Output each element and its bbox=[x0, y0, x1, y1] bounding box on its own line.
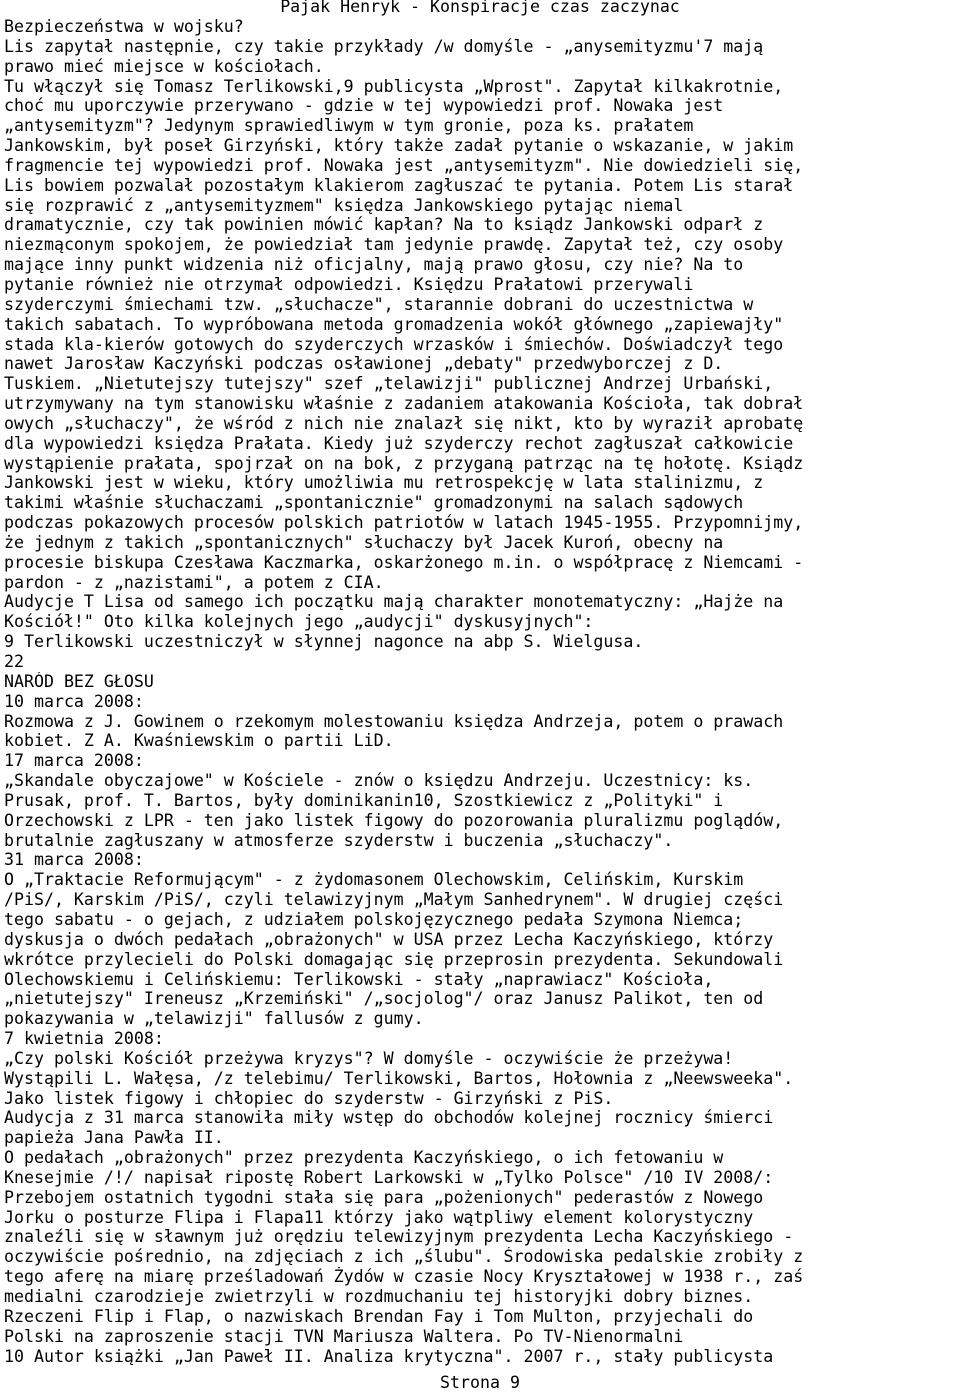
text-line: oczywiście pośrednio, na zdjęciach z ich „ślubu". Środowiska pedalskie zrobiły z bbox=[4, 1247, 804, 1267]
text-line: choć mu uporczywie przerywano - gdzie w tej wypowiedzi prof. Nowaka jest bbox=[4, 96, 724, 116]
text-line: fragmencie tej wypowiedzi prof. Nowaka jest „antysemityzm". Nie dowiedzieli się, bbox=[4, 155, 804, 175]
text-line: pokazywania w „telawizji" fallusów z gumy. bbox=[4, 1009, 424, 1029]
text-line: Prusak, prof. T. Bartos, były dominikanin10, Szostkiewicz z „Polityki" i bbox=[4, 790, 724, 810]
text-line: 17 marca 2008: bbox=[4, 751, 144, 771]
text-line: 10 marca 2008: bbox=[4, 691, 144, 711]
text-line: „nietutejszy" Ireneusz „Krzemiński" /„socjolog"/ oraz Janusz Palikot, ten od bbox=[4, 989, 764, 1009]
text-line: się rozprawić z „antysemityzmem" księdza Jankowskiego pytając niemal bbox=[4, 195, 684, 215]
text-line: 22 bbox=[4, 652, 24, 671]
text-line: Rzeczeni Flip i Flap, o nazwiskach Brendan Fay i Tom Multon, przyjechali do bbox=[4, 1306, 754, 1326]
text-line: 31 marca 2008: bbox=[4, 850, 144, 870]
document-body bbox=[4, 17, 960, 1366]
text-line: takimi właśnie słuchaczami „spontanicznie" gromadzonymi na salach sądowych bbox=[4, 493, 744, 513]
text-line: Lis bowiem pozwalał pozostałym klakierom zagłuszać te pytania. Potem Lis starał bbox=[4, 175, 794, 195]
text-line: procesie biskupa Czesława Kaczmarka, oskarżonego m.in. o współpracę z Niemcami - bbox=[4, 552, 804, 572]
text-line: dla wypowiedzi księdza Prałata. Kiedy już szyderczy rechot zagłuszał całkowicie bbox=[4, 433, 794, 453]
text-line: szyderczymi śmiechami tzw. „słuchacze", starannie dobrani do uczestnictwa w bbox=[4, 294, 754, 314]
text-line: dyskusja o dwóch pedałach „obrażonych" w USA przez Lecha Kaczyńskiego, którzy bbox=[4, 929, 774, 949]
text-line: brutalnie zagłuszany w atmosferze szyderstw i buczenia „słuchaczy". bbox=[4, 830, 674, 850]
text-line: NARÓD BEZ GŁOSU bbox=[4, 671, 154, 691]
text-line: utrzymywany na tym stanowisku właśnie z zadaniem atakowania Kościoła, tak dobrał bbox=[4, 394, 804, 414]
text-line: Kościół!" Oto kilka kolejnych jego „audycji" dyskusyjnych": bbox=[4, 612, 594, 632]
text-line: kobiet. Z A. Kwaśniewskim o partii LiD. bbox=[4, 731, 394, 751]
text-line: „Skandale obyczajowe" w Kościele - znów o księdzu Andrzeju. Uczestnicy: ks. bbox=[4, 771, 754, 791]
text-line: Bezpieczeństwa w wojsku? bbox=[4, 17, 244, 36]
text-line: Tuskiem. „Nietutejszy tutejszy" szef „telawizji" publicznej Andrzej Urbański, bbox=[4, 374, 774, 394]
text-line: Jankowski jest w wieku, który umożliwia mu retrospekcję w lata stalinizmu, z bbox=[4, 473, 764, 493]
text-line: takich sabatach. To wypróbowana metoda gromadzenia wokół głównego „zapiewajły" bbox=[4, 314, 784, 334]
text-line: dramatycznie, czy tak powinien mówić kapłan? Na to ksiądz Jankowski odparł z bbox=[4, 215, 764, 235]
text-line: tego sabatu - o gejach, z udziałem polskojęzycznego pedała Szymona Niemca; bbox=[4, 909, 744, 929]
text-line: Jako listek figowy i chłopiec do szyderstw - Girzyński z PiS. bbox=[4, 1088, 614, 1108]
text-line: wystąpienie prałata, spojrzał on na bok, z przyganą patrząc na tę hołotę. Ksiądz bbox=[4, 453, 804, 473]
text-line: owych „słuchaczy", że wśród z nich nie znalazł się nikt, kto by wyraził aprobatę bbox=[4, 413, 804, 433]
text-line: Jankowskim, był poseł Girzyński, który także zadał pytanie o wskazanie, w jakim bbox=[4, 136, 794, 156]
text-line: Tu włączył się Tomasz Terlikowski,9 publicysta „Wprost". Zapytał kilkakrotnie, bbox=[4, 76, 784, 96]
text-line: Jorku o posturze Flipa i Flapa11 którzy jako wątpliwy element kolorystyczny bbox=[4, 1207, 754, 1227]
text-line: „antysemityzm"? Jedynym sprawiedliwym w tym gronie, poza ks. prałatem bbox=[4, 116, 694, 136]
text-line: /PiS/, Karskim /PiS/, czyli telawizyjnym „Małym Sanhedrynem". W drugiej części bbox=[4, 890, 784, 910]
text-line: Wystąpili L. Wałęsa, /z telebimu/ Terlikowski, Bartos, Hołownia z „Neewsweeka". bbox=[4, 1068, 794, 1088]
text-line: prawo mieć miejsce w kościołach. bbox=[4, 56, 324, 76]
page-footer: Strona 9 bbox=[440, 1373, 520, 1392]
text-line: Orzechowski z LPR - ten jako listek figowy do pozorowania pluralizmu poglądów, bbox=[4, 810, 784, 830]
text-line: medialni czarodzieje zwietrzyli w rozdmuchaniu tej historyjki dobry biznes. bbox=[4, 1287, 754, 1306]
text-line: niezmąconym spokojem, że powiedział tam jedynie prawdę. Zapytał też, czy osoby bbox=[4, 235, 784, 255]
text-line: 9 Terlikowski uczestniczył w słynnej nagonce na abp S. Wielgusa. bbox=[4, 632, 644, 652]
text-line: Audycja z 31 marca stanowiła miły wstęp do obchodów kolejnej rocznicy śmierci bbox=[4, 1108, 774, 1128]
text-line: Olechowskiemu i Celińskiemu: Terlikowski - stały „naprawiacz" Kościoła, bbox=[4, 969, 714, 989]
text-line: Knesejmie /!/ napisał ripostę Robert Larkowski w „Tylko Polsce" /10 IV 2008/: bbox=[4, 1167, 774, 1187]
text-line: 10 Autor książki „Jan Paweł II. Analiza krytyczna". 2007 r., stały publicysta bbox=[4, 1346, 774, 1366]
text-line: O „Traktacie Reformującym" - z żydomasonem Olechowskim, Celińskim, Kurskim bbox=[4, 870, 744, 890]
text-line: O pedałach „obrażonych" przez prezydenta Kaczyńskiego, o ich fetowaniu w bbox=[4, 1148, 724, 1168]
text-line: 7 kwietnia 2008: bbox=[4, 1029, 164, 1049]
text-line: papieża Jana Pawła II. bbox=[4, 1128, 224, 1148]
text-line: „Czy polski Kościół przeżywa kryzys"? W domyśle - oczywiście że przeżywa! bbox=[4, 1048, 734, 1068]
text-line: wkrótce przylecieli do Polski domagając się przeprosin prezydenta. Sekundowali bbox=[4, 949, 784, 969]
text-line: tego aferę na miarę prześladowań Żydów w czasie Nocy Kryształowej w 1938 r., zaś bbox=[4, 1267, 804, 1287]
text-line: Przebojem ostatnich tygodni stała się para „pożenionych" pederastów z Nowego bbox=[4, 1187, 764, 1207]
text-line: Polski na zaproszenie stacji TVN Mariusza Waltera. Po TV-Nienormalni bbox=[4, 1326, 684, 1346]
text-line: Rozmowa z J. Gowinem o rzekomym molestowaniu księdza Andrzeja, potem o prawach bbox=[4, 711, 784, 731]
text-line: pytanie również nie otrzymał odpowiedzi. Księdzu Prałatowi przerywali bbox=[4, 274, 694, 294]
text-line: nawet Jarosław Kaczyński podczas osławionej „debaty" przedwyborczej z D. bbox=[4, 354, 724, 374]
text-line: znaleźli się w sławnym już orędziu telewizyjnym prezydenta Lecha Kaczyńskiego - bbox=[4, 1227, 794, 1247]
text-line: pardon - z „nazistami", a potem z CIA. bbox=[4, 572, 384, 592]
text-line: że jednym z takich „spontanicznych" słuchaczy był Jacek Kuroń, obecny na bbox=[4, 532, 724, 552]
text-line: mające inny punkt widzenia niż oficjalny, mają prawo głosu, czy nie? Na to bbox=[4, 255, 744, 275]
text-line: Audycje T Lisa od samego ich początku mają charakter monotematyczny: „Hajże na bbox=[4, 592, 784, 612]
text-line: podczas pokazowych procesów polskich patriotów w latach 1945-1955. Przypomnijmy, bbox=[4, 513, 804, 533]
text-line: stada kla-kierów gotowych do szyderczych wrzasków i śmiechów. Doświadczył tego bbox=[4, 334, 784, 354]
text-line: Lis zapytał następnie, czy takie przykłady /w domyśle - „anysemityzmu'7 mają bbox=[4, 36, 764, 56]
page-header: Pajak Henryk - Konspiracje czas zaczynac bbox=[280, 0, 680, 16]
